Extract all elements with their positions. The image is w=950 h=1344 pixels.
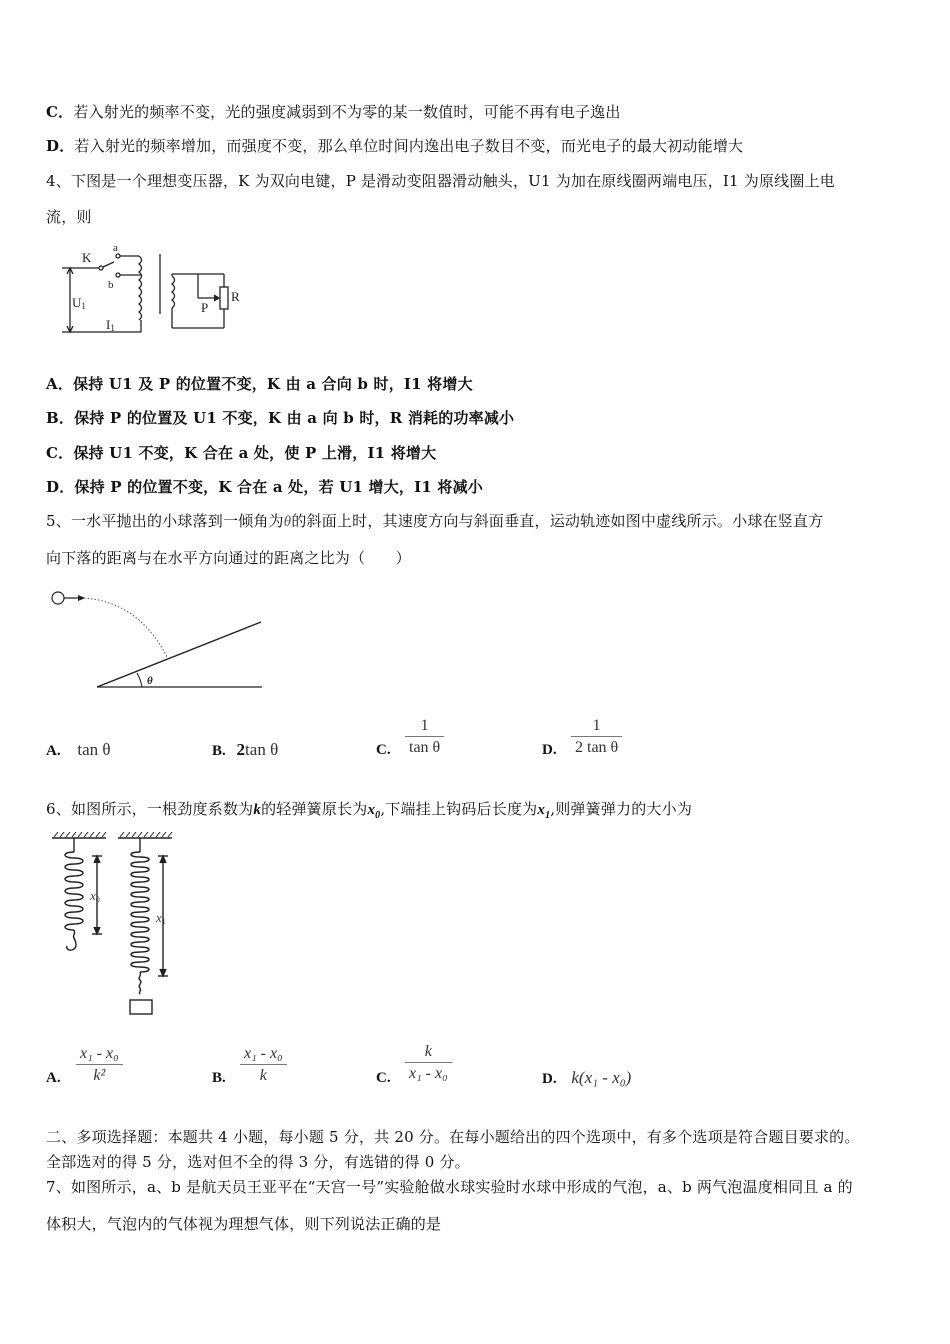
stem-text: ,下端挂上钩码后长度为 <box>380 800 538 818</box>
option-label: C. <box>376 742 391 758</box>
theta-symbol: θ <box>283 514 292 530</box>
q7-stem-line1: 7、如图所示，a、b 是航天员王亚平在“天宫一号”实验舱做水球实验时水球中形成的气泡，a、b 两气泡温度相同且 a 的 <box>46 1178 853 1196</box>
q6-option-b-fraction <box>240 1044 287 1087</box>
label-x1: x1 <box>156 910 166 926</box>
q6-option-c-label <box>376 1068 391 1087</box>
option-text: 保持 P 的位置不变，K 合在 a 处，若 U1 增大，I1 将减小 <box>74 478 484 496</box>
numerator: k <box>424 1043 432 1060</box>
label-i1: I1 <box>106 317 115 333</box>
option-expr: tan θ <box>245 740 279 759</box>
q6-option-b-label <box>212 1068 226 1087</box>
q5-option-c-label <box>376 740 391 759</box>
q5-option-d-fraction <box>571 716 622 759</box>
label-u1: U1 <box>72 295 86 311</box>
label-r: R <box>231 289 240 304</box>
q4-option-d <box>46 477 483 497</box>
x0-symbol: $x_0$ <box>367 802 381 821</box>
option-text: 保持 U1 及 P 的位置不变，K 由 a 合向 b 时，I1 将增大 <box>73 375 473 393</box>
option-expr: k(x₁ - x₀) <box>571 1068 632 1087</box>
stem-text: 6、如图所示，一根劲度系数为 <box>46 800 254 818</box>
stem-text: ,则弹簧弹力的大小为 <box>550 800 693 818</box>
denominator: x₁ - x₀ <box>409 1065 448 1082</box>
stem-text: 的轻弹簧原长为 <box>261 800 368 818</box>
label-x0: x0 <box>90 888 100 904</box>
option-label: D． <box>46 478 75 496</box>
q6-stem <box>46 799 692 826</box>
spring-figure <box>46 832 186 1018</box>
q5-stem-line1 <box>46 511 823 532</box>
transformer-circuit-figure <box>44 238 254 338</box>
theta-label: θ <box>147 675 153 687</box>
option-label: A. <box>46 1070 61 1086</box>
section2-instructions-line1: 二、多项选择题：本题共 4 小题，每小题 5 分，共 20 分。在每小题给出的四个选项中，有多个选项是符合题目要求的。 <box>46 1128 860 1146</box>
q5-stem-line2: 向下落的距离与在水平方向通过的距离之比为（ ） <box>46 549 411 567</box>
option-label: D. <box>542 1071 557 1087</box>
q5-option-a <box>46 740 111 760</box>
q5-option-b <box>212 740 278 760</box>
option-text: 保持 P 的位置及 U1 不变，K 由 a 向 b 时，R 消耗的功率减小 <box>74 409 515 427</box>
option-text: 保持 U1 不变，K 合在 a 处，使 P 上滑，I1 将增大 <box>73 444 437 462</box>
numerator: 1 <box>420 717 429 734</box>
option-label: D． <box>46 137 75 155</box>
stem-text: 的斜面上时，其速度方向与斜面垂直，运动轨迹如图中虚线所示。小球在竖直方 <box>291 512 824 530</box>
q4-stem-line2: 流，则 <box>46 208 92 226</box>
denominator: 2 tan θ <box>575 739 619 756</box>
section2-instructions-line2: 全部选对的得 5 分，选对但不全的得 3 分，有选错的得 0 分。 <box>46 1153 470 1171</box>
denominator: k <box>259 1067 267 1084</box>
label-k: K <box>82 250 92 265</box>
option-expr: tan θ <box>77 740 111 759</box>
q6-option-c-fraction <box>405 1042 452 1085</box>
option-text: 若入射光的频率不变，光的强度减弱到不为零的某一数值时，可能不再有电子逸出 <box>73 103 621 121</box>
option-label: B. <box>212 1070 226 1086</box>
option-label: A． <box>46 375 74 393</box>
denominator: tan θ <box>409 739 441 756</box>
q6-option-a-label <box>46 1068 61 1087</box>
k-symbol: k <box>253 802 262 818</box>
option-label: C． <box>46 103 74 121</box>
q6-option-d <box>542 1068 631 1088</box>
label-p: P <box>201 300 209 315</box>
q7-stem-line2: 体积大，气泡内的气体视为理想气体，则下列说法正确的是 <box>46 1215 442 1233</box>
label-b: b <box>108 279 114 291</box>
x1-symbol: $x_1$ <box>537 802 551 821</box>
numerator: 1 <box>592 717 601 734</box>
option-text: 若入射光的频率增加，而强度不变，那么单位时间内逸出电子数目不变，而光电子的最大初动能增大 <box>74 137 744 155</box>
q5-option-d-label <box>542 740 557 759</box>
option-label: B． <box>46 409 75 427</box>
option-label: C． <box>46 444 74 462</box>
numerator: x₁ - x₀ <box>80 1045 119 1062</box>
q3-option-d <box>46 136 743 156</box>
q5-option-c-fraction <box>405 716 444 759</box>
option-coef: 2 <box>236 740 246 759</box>
numerator: x₁ - x₀ <box>244 1045 283 1062</box>
option-label: C. <box>376 1070 391 1086</box>
q4-option-b <box>46 408 514 428</box>
q3-option-c <box>46 102 621 122</box>
option-label: D. <box>542 742 557 758</box>
q6-option-a-fraction <box>76 1044 123 1087</box>
option-label: A. <box>46 743 61 759</box>
stem-text: 5、一水平抛出的小球落到一倾角为 <box>46 512 284 530</box>
projectile-incline-figure <box>44 584 269 694</box>
q4-option-c <box>46 443 436 463</box>
option-label: B. <box>212 743 226 759</box>
label-a: a <box>113 242 118 254</box>
q4-stem-line1: 4、下图是一个理想变压器，K 为双向电键，P 是滑动变阻器滑动触头，U1 为加在原线圈两端电压，I1 为原线圈上电 <box>46 172 835 190</box>
denominator: k² <box>93 1067 106 1084</box>
q4-option-a <box>46 374 473 394</box>
